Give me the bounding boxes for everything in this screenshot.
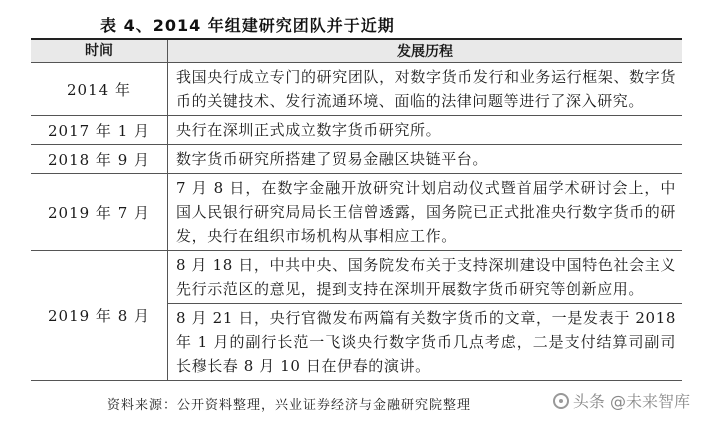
header-development: 发展历程	[397, 44, 453, 60]
row-time: 2019 年 7 月	[31, 174, 168, 250]
watermark	[553, 389, 690, 412]
row-time: 2014 年	[31, 63, 168, 115]
table-row	[31, 145, 682, 174]
row-event: 央行在深圳正式成立数字货币研究所。	[176, 121, 442, 139]
row-event: 8 月 18 日，中共中央、国务院发布关于支持深圳建设中国特色社会主义先行示范区的意见，提到支持在深圳开展数字货币研究等创新应用。	[168, 251, 682, 304]
row-event: 8 月 21 日，央行官微发布两篇有关数字货币的文章，一是发表于 2018 年 1 月的副行长范一飞谈央行数字货币几点考虑，二是支付结算司副司长穆长春 8 月 10 日在伊春的演讲。	[176, 309, 676, 375]
development-table	[31, 38, 682, 381]
row-event: 我国央行成立专门的研究团队，对数字货币发行和业务运行框架、数字货币的关键技术、发行流通环境、面临的法律问题等进行了深入研究。	[176, 68, 676, 110]
table-row	[31, 174, 682, 251]
row-time: 2018 年 9 月	[31, 145, 168, 173]
camera-icon	[553, 393, 569, 409]
table-row	[31, 63, 682, 116]
row-event: 7 月 8 日，在数字金融开放研究计划启动仪式暨首届学术研讨会上，中国人民银行研究局局长王信曾透露，国务院已正式批准央行数字货币的研发，央行在组织市场机构从事相应工作。	[176, 179, 676, 245]
table-header	[31, 40, 682, 63]
table-row	[31, 251, 682, 380]
row-time: 2017 年 1 月	[31, 116, 168, 144]
watermark-text: 头条 @未来智库	[572, 392, 690, 411]
row-time: 2019 年 8 月	[31, 251, 168, 380]
header-time: 时间	[31, 40, 168, 62]
source-note: 资料来源：公开资料整理，兴业证券经济与金融研究院整理	[107, 398, 472, 413]
row-event: 数字货币研究所搭建了贸易金融区块链平台。	[176, 150, 489, 168]
table-title: 表 4、2014 年组建研究团队并于近期	[100, 16, 395, 35]
table-row	[31, 116, 682, 145]
